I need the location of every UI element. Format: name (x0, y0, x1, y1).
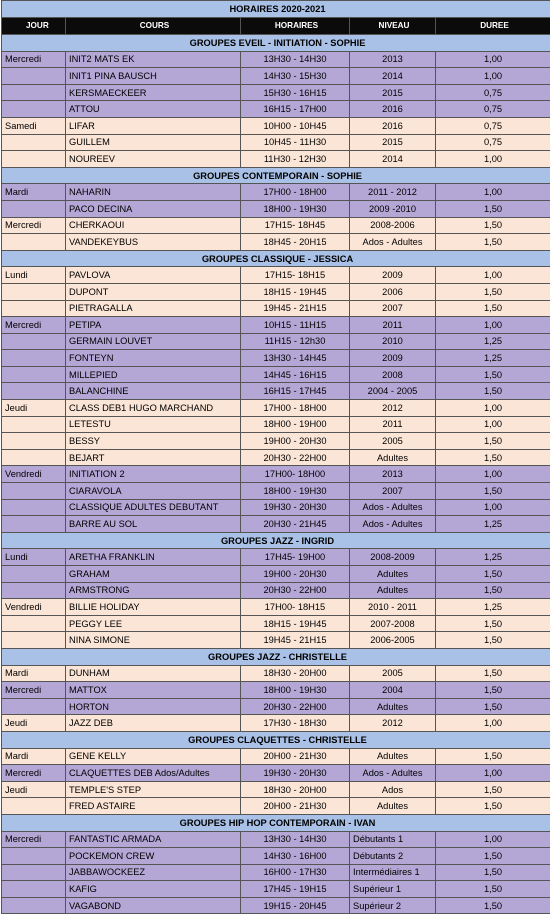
cell-jour (2, 200, 66, 217)
header-cours: COURS (66, 18, 241, 35)
cell-duree: 1,00 (436, 831, 550, 848)
cell-cours: PEGGY LEE (66, 615, 241, 632)
cell-horaires: 16H15 - 17H45 (241, 383, 350, 400)
cell-niveau: Adultes (350, 582, 436, 599)
cell-jour (2, 366, 66, 383)
cell-duree: 1,50 (436, 864, 550, 881)
cell-duree: 1,50 (436, 848, 550, 865)
cell-cours: BEJART (66, 449, 241, 466)
cell-cours: INIT2 MATS EK (66, 51, 241, 68)
table-row (2, 499, 550, 516)
cell-cours: NOUREEV (66, 151, 241, 168)
header-row (2, 18, 550, 35)
cell-jour (2, 300, 66, 317)
cell-cours: ATTOU (66, 101, 241, 118)
cell-niveau: 2005 (350, 433, 436, 450)
cell-jour (2, 350, 66, 367)
cell-cours: GENE KELLY (66, 748, 241, 765)
cell-jour (2, 483, 66, 500)
cell-niveau: 2014 (350, 68, 436, 85)
cell-duree: 1,50 (436, 748, 550, 765)
cell-niveau: 2013 (350, 466, 436, 483)
cell-jour (2, 134, 66, 151)
cell-duree: 1,50 (436, 566, 550, 583)
cell-niveau: 2010 (350, 333, 436, 350)
header-jour: JOUR (2, 18, 66, 35)
cell-cours: PIETRAGALLA (66, 300, 241, 317)
cell-niveau: 2012 (350, 400, 436, 417)
cell-horaires: 10H15 - 11H15 (241, 317, 350, 334)
cell-horaires: 11H15 - 12h30 (241, 333, 350, 350)
group-title: GROUPES CONTEMPORAIN - SOPHIE (2, 167, 550, 184)
cell-jour (2, 68, 66, 85)
cell-duree: 1,50 (436, 582, 550, 599)
cell-jour (2, 798, 66, 815)
table-row (2, 300, 550, 317)
cell-horaires: 16H15 - 17H00 (241, 101, 350, 118)
group-header-row (2, 35, 550, 52)
cell-horaires: 14H45 - 16H15 (241, 366, 350, 383)
cell-horaires: 18H00 - 19H30 (241, 682, 350, 699)
table-row (2, 117, 550, 134)
table-row (2, 781, 550, 798)
cell-jour: Mercredi (2, 765, 66, 782)
cell-niveau: 2007 (350, 300, 436, 317)
cell-jour (2, 864, 66, 881)
cell-cours: BARRE AU SOL (66, 516, 241, 533)
cell-duree: 1,50 (436, 897, 550, 914)
cell-horaires: 19H30 - 20H30 (241, 765, 350, 782)
cell-cours: ARETHA FRANKLIN (66, 549, 241, 566)
cell-cours: GERMAIN LOUVET (66, 333, 241, 350)
table-row (2, 549, 550, 566)
cell-niveau: 2011 (350, 416, 436, 433)
cell-jour: Samedi (2, 117, 66, 134)
cell-niveau: Adultes (350, 698, 436, 715)
cell-horaires: 19H45 - 21H15 (241, 632, 350, 649)
cell-niveau: 2006-2005 (350, 632, 436, 649)
cell-cours: PETIPA (66, 317, 241, 334)
cell-horaires: 17H15- 18H15 (241, 267, 350, 284)
group-title: GROUPES EVEIL - INITIATION - SOPHIE (2, 35, 550, 52)
header-niveau: NIVEAU (350, 18, 436, 35)
cell-horaires: 14H30 - 15H30 (241, 68, 350, 85)
cell-cours: JABBAWOCKEEZ (66, 864, 241, 881)
cell-duree: 1,00 (436, 400, 550, 417)
table-row (2, 151, 550, 168)
cell-cours: BALANCHINE (66, 383, 241, 400)
cell-jour: Lundi (2, 549, 66, 566)
cell-cours: DUPONT (66, 283, 241, 300)
cell-duree: 1,00 (436, 317, 550, 334)
cell-niveau: 2013 (350, 51, 436, 68)
cell-jour: Vendredi (2, 599, 66, 616)
cell-horaires: 18H15 - 19H45 (241, 615, 350, 632)
group-title: GROUPES JAZZ - CHRISTELLE (2, 648, 550, 665)
cell-duree: 1,50 (436, 200, 550, 217)
cell-jour: Mercredi (2, 51, 66, 68)
cell-duree: 1,00 (436, 499, 550, 516)
cell-niveau: Ados (350, 781, 436, 798)
cell-cours: LETESTU (66, 416, 241, 433)
cell-horaires: 17H45 - 19H15 (241, 881, 350, 898)
cell-niveau: 2011 (350, 317, 436, 334)
cell-cours: DUNHAM (66, 665, 241, 682)
cell-jour: Mercredi (2, 682, 66, 699)
cell-duree: 0,75 (436, 134, 550, 151)
cell-niveau: 2010 - 2011 (350, 599, 436, 616)
cell-niveau: 2007-2008 (350, 615, 436, 632)
cell-duree: 1,50 (436, 300, 550, 317)
cell-horaires: 19H15 - 20H45 (241, 897, 350, 914)
cell-jour (2, 101, 66, 118)
cell-jour (2, 499, 66, 516)
cell-horaires: 18H00 - 19H30 (241, 483, 350, 500)
cell-horaires: 16H00 - 17H30 (241, 864, 350, 881)
cell-horaires: 13H30 - 14H30 (241, 831, 350, 848)
cell-duree: 1,50 (436, 698, 550, 715)
table-row (2, 317, 550, 334)
cell-horaires: 15H30 - 16H15 (241, 84, 350, 101)
table-row (2, 599, 550, 616)
cell-niveau: 2008-2006 (350, 217, 436, 234)
cell-cours: HORTON (66, 698, 241, 715)
group-title: GROUPES HIP HOP CONTEMPORAIN - IVAN (2, 814, 550, 831)
cell-horaires: 13H30 - 14H45 (241, 350, 350, 367)
table-row (2, 217, 550, 234)
cell-cours: CIARAVOLA (66, 483, 241, 500)
cell-cours: VAGABOND (66, 897, 241, 914)
group-title: GROUPES JAZZ - INGRID (2, 532, 550, 549)
cell-cours: CLASS DEB1 HUGO MARCHAND (66, 400, 241, 417)
cell-niveau: Ados - Adultes (350, 516, 436, 533)
schedule-body (2, 35, 550, 914)
cell-cours: INIT1 PINA BAUSCH (66, 68, 241, 85)
cell-horaires: 20H00 - 21H30 (241, 798, 350, 815)
cell-horaires: 17H45- 19H00 (241, 549, 350, 566)
table-row (2, 267, 550, 284)
table-row (2, 449, 550, 466)
cell-niveau: 2012 (350, 715, 436, 732)
cell-duree: 1,50 (436, 682, 550, 699)
cell-horaires: 20H30 - 22H00 (241, 698, 350, 715)
cell-niveau: 2015 (350, 84, 436, 101)
table-row (2, 715, 550, 732)
cell-cours: FONTEYN (66, 350, 241, 367)
cell-jour (2, 151, 66, 168)
cell-niveau: 2008-2009 (350, 549, 436, 566)
table-row (2, 333, 550, 350)
table-row (2, 84, 550, 101)
cell-jour (2, 615, 66, 632)
cell-niveau: 2009 (350, 350, 436, 367)
cell-jour (2, 881, 66, 898)
header-duree: DUREE (436, 18, 550, 35)
cell-horaires: 19H30 - 20H30 (241, 499, 350, 516)
cell-duree: 1,50 (436, 283, 550, 300)
cell-niveau: 2004 - 2005 (350, 383, 436, 400)
table-row (2, 582, 550, 599)
cell-jour: Lundi (2, 267, 66, 284)
cell-duree: 1,50 (436, 615, 550, 632)
cell-niveau: 2009 -2010 (350, 200, 436, 217)
cell-niveau: 2008 (350, 366, 436, 383)
cell-horaires: 17H00- 18H15 (241, 599, 350, 616)
cell-jour (2, 84, 66, 101)
cell-cours: PACO DECINA (66, 200, 241, 217)
cell-duree: 1,00 (436, 765, 550, 782)
table-row (2, 698, 550, 715)
cell-jour: Mercredi (2, 831, 66, 848)
cell-niveau: 2005 (350, 665, 436, 682)
cell-duree: 1,50 (436, 798, 550, 815)
cell-jour (2, 433, 66, 450)
cell-duree: 0,75 (436, 101, 550, 118)
cell-cours: NINA SIMONE (66, 632, 241, 649)
group-title: GROUPES CLAQUETTES - CHRISTELLE (2, 731, 550, 748)
cell-duree: 0,75 (436, 117, 550, 134)
cell-jour: Mardi (2, 665, 66, 682)
cell-niveau: 2009 (350, 267, 436, 284)
cell-jour (2, 449, 66, 466)
table-row (2, 864, 550, 881)
table-title: HORAIRES 2020-2021 (2, 1, 550, 18)
cell-duree: 1,50 (436, 433, 550, 450)
cell-duree: 1,25 (436, 350, 550, 367)
cell-horaires: 17H00- 18H00 (241, 466, 350, 483)
cell-duree: 1,50 (436, 665, 550, 682)
table-row (2, 516, 550, 533)
title-row (2, 1, 550, 18)
table-row (2, 765, 550, 782)
table-row (2, 234, 550, 251)
cell-jour: Jeudi (2, 400, 66, 417)
table-row (2, 416, 550, 433)
cell-cours: NAHARIN (66, 184, 241, 201)
cell-niveau: 2014 (350, 151, 436, 168)
cell-niveau: 2016 (350, 117, 436, 134)
cell-duree: 1,00 (436, 466, 550, 483)
cell-duree: 1,50 (436, 632, 550, 649)
cell-niveau: 2015 (350, 134, 436, 151)
cell-duree: 0,75 (436, 84, 550, 101)
table-row (2, 881, 550, 898)
cell-cours: ARMSTRONG (66, 582, 241, 599)
cell-horaires: 13H30 - 14H30 (241, 51, 350, 68)
cell-jour: Mercredi (2, 217, 66, 234)
cell-duree: 1,00 (436, 184, 550, 201)
cell-horaires: 18H45 - 20H15 (241, 234, 350, 251)
cell-jour: Vendredi (2, 466, 66, 483)
cell-duree: 1,25 (436, 599, 550, 616)
cell-horaires: 20H00 - 21H30 (241, 748, 350, 765)
cell-niveau: 2016 (350, 101, 436, 118)
header-horaires: HORAIRES (241, 18, 350, 35)
cell-niveau: Supérieur 1 (350, 881, 436, 898)
cell-cours: BILLIE HOLIDAY (66, 599, 241, 616)
cell-duree: 1,50 (436, 449, 550, 466)
cell-niveau: Débutants 1 (350, 831, 436, 848)
cell-cours: CHERKAOUI (66, 217, 241, 234)
cell-cours: BESSY (66, 433, 241, 450)
cell-cours: FANTASTIC ARMADA (66, 831, 241, 848)
cell-jour: Jeudi (2, 715, 66, 732)
cell-duree: 1,00 (436, 416, 550, 433)
table-row (2, 51, 550, 68)
cell-jour: Mardi (2, 748, 66, 765)
table-row (2, 848, 550, 865)
schedule-table (1, 0, 550, 914)
cell-jour (2, 566, 66, 583)
cell-niveau: Adultes (350, 449, 436, 466)
table-row (2, 366, 550, 383)
cell-cours: FRED ASTAIRE (66, 798, 241, 815)
cell-duree: 1,50 (436, 383, 550, 400)
group-header-row (2, 648, 550, 665)
cell-cours: CLASSIQUE ADULTES DEBUTANT (66, 499, 241, 516)
cell-cours: KERSMAECKEER (66, 84, 241, 101)
cell-duree: 1,50 (436, 217, 550, 234)
cell-duree: 1,00 (436, 151, 550, 168)
cell-jour (2, 848, 66, 865)
cell-niveau: Ados - Adultes (350, 234, 436, 251)
cell-duree: 1,50 (436, 483, 550, 500)
table-row (2, 200, 550, 217)
cell-horaires: 17H00 - 18H00 (241, 400, 350, 417)
group-header-row (2, 532, 550, 549)
cell-niveau: Adultes (350, 798, 436, 815)
group-title: GROUPES CLASSIQUE - JESSICA (2, 250, 550, 267)
cell-duree: 1,25 (436, 516, 550, 533)
cell-jour: Jeudi (2, 781, 66, 798)
cell-duree: 1,00 (436, 715, 550, 732)
table-row (2, 665, 550, 682)
table-row (2, 566, 550, 583)
table-row (2, 101, 550, 118)
cell-cours: MATTOX (66, 682, 241, 699)
cell-horaires: 20H30 - 21H45 (241, 516, 350, 533)
cell-horaires: 17H30 - 18H30 (241, 715, 350, 732)
table-row (2, 466, 550, 483)
table-row (2, 632, 550, 649)
cell-jour (2, 333, 66, 350)
cell-cours: GUILLEM (66, 134, 241, 151)
cell-jour: Mardi (2, 184, 66, 201)
cell-cours: PAVLOVA (66, 267, 241, 284)
table-row (2, 134, 550, 151)
table-row (2, 433, 550, 450)
group-header-row (2, 250, 550, 267)
table-row (2, 682, 550, 699)
cell-duree: 1,50 (436, 234, 550, 251)
table-row (2, 383, 550, 400)
cell-jour: Mercredi (2, 317, 66, 334)
cell-niveau: Ados - Adultes (350, 499, 436, 516)
cell-horaires: 11H30 - 12H30 (241, 151, 350, 168)
cell-horaires: 10H00 - 10H45 (241, 117, 350, 134)
table-row (2, 350, 550, 367)
cell-cours: POCKEMON CREW (66, 848, 241, 865)
cell-niveau: 2011 - 2012 (350, 184, 436, 201)
cell-jour (2, 416, 66, 433)
cell-horaires: 20H30 - 22H00 (241, 582, 350, 599)
cell-horaires: 20H30 - 22H00 (241, 449, 350, 466)
table-row (2, 283, 550, 300)
cell-cours: KAFIG (66, 881, 241, 898)
cell-duree: 1,00 (436, 68, 550, 85)
cell-jour (2, 516, 66, 533)
table-row (2, 400, 550, 417)
cell-horaires: 17H15- 18H45 (241, 217, 350, 234)
cell-cours: GRAHAM (66, 566, 241, 583)
cell-jour (2, 698, 66, 715)
group-header-row (2, 731, 550, 748)
cell-duree: 1,50 (436, 366, 550, 383)
cell-horaires: 10H45 - 11H30 (241, 134, 350, 151)
cell-niveau: Ados - Adultes (350, 765, 436, 782)
cell-horaires: 18H15 - 19H45 (241, 283, 350, 300)
cell-duree: 1,50 (436, 781, 550, 798)
table-row (2, 615, 550, 632)
cell-niveau: Supérieur 2 (350, 897, 436, 914)
cell-duree: 1,25 (436, 549, 550, 566)
table-row (2, 831, 550, 848)
cell-horaires: 17H00 - 18H00 (241, 184, 350, 201)
cell-jour (2, 383, 66, 400)
table-row (2, 483, 550, 500)
cell-horaires: 18H00 - 19H30 (241, 200, 350, 217)
cell-niveau: 2006 (350, 283, 436, 300)
cell-horaires: 19H45 - 21H15 (241, 300, 350, 317)
cell-niveau: Intermédiaires 1 (350, 864, 436, 881)
cell-cours: VANDEKEYBUS (66, 234, 241, 251)
cell-jour (2, 234, 66, 251)
cell-cours: LIFAR (66, 117, 241, 134)
table-row (2, 798, 550, 815)
cell-niveau: Adultes (350, 748, 436, 765)
cell-niveau: 2007 (350, 483, 436, 500)
table-row (2, 748, 550, 765)
cell-cours: MILLEPIED (66, 366, 241, 383)
cell-cours: CLAQUETTES DEB Ados/Adultes (66, 765, 241, 782)
cell-horaires: 19H00 - 20H30 (241, 566, 350, 583)
cell-horaires: 18H30 - 20H00 (241, 665, 350, 682)
cell-jour (2, 582, 66, 599)
group-header-row (2, 814, 550, 831)
table-row (2, 68, 550, 85)
group-header-row (2, 167, 550, 184)
cell-horaires: 18H00 - 19H00 (241, 416, 350, 433)
cell-cours: TEMPLE'S STEP (66, 781, 241, 798)
cell-duree: 1,00 (436, 267, 550, 284)
cell-cours: JAZZ DEB (66, 715, 241, 732)
cell-horaires: 19H00 - 20H30 (241, 433, 350, 450)
cell-niveau: 2004 (350, 682, 436, 699)
table-row (2, 184, 550, 201)
cell-horaires: 14H30 - 16H00 (241, 848, 350, 865)
cell-duree: 1,25 (436, 333, 550, 350)
cell-jour (2, 283, 66, 300)
cell-horaires: 18H30 - 20H00 (241, 781, 350, 798)
cell-jour (2, 632, 66, 649)
cell-duree: 1,00 (436, 51, 550, 68)
cell-cours: INITIATION 2 (66, 466, 241, 483)
cell-niveau: Adultes (350, 566, 436, 583)
cell-niveau: Débutants 2 (350, 848, 436, 865)
cell-duree: 1,50 (436, 881, 550, 898)
